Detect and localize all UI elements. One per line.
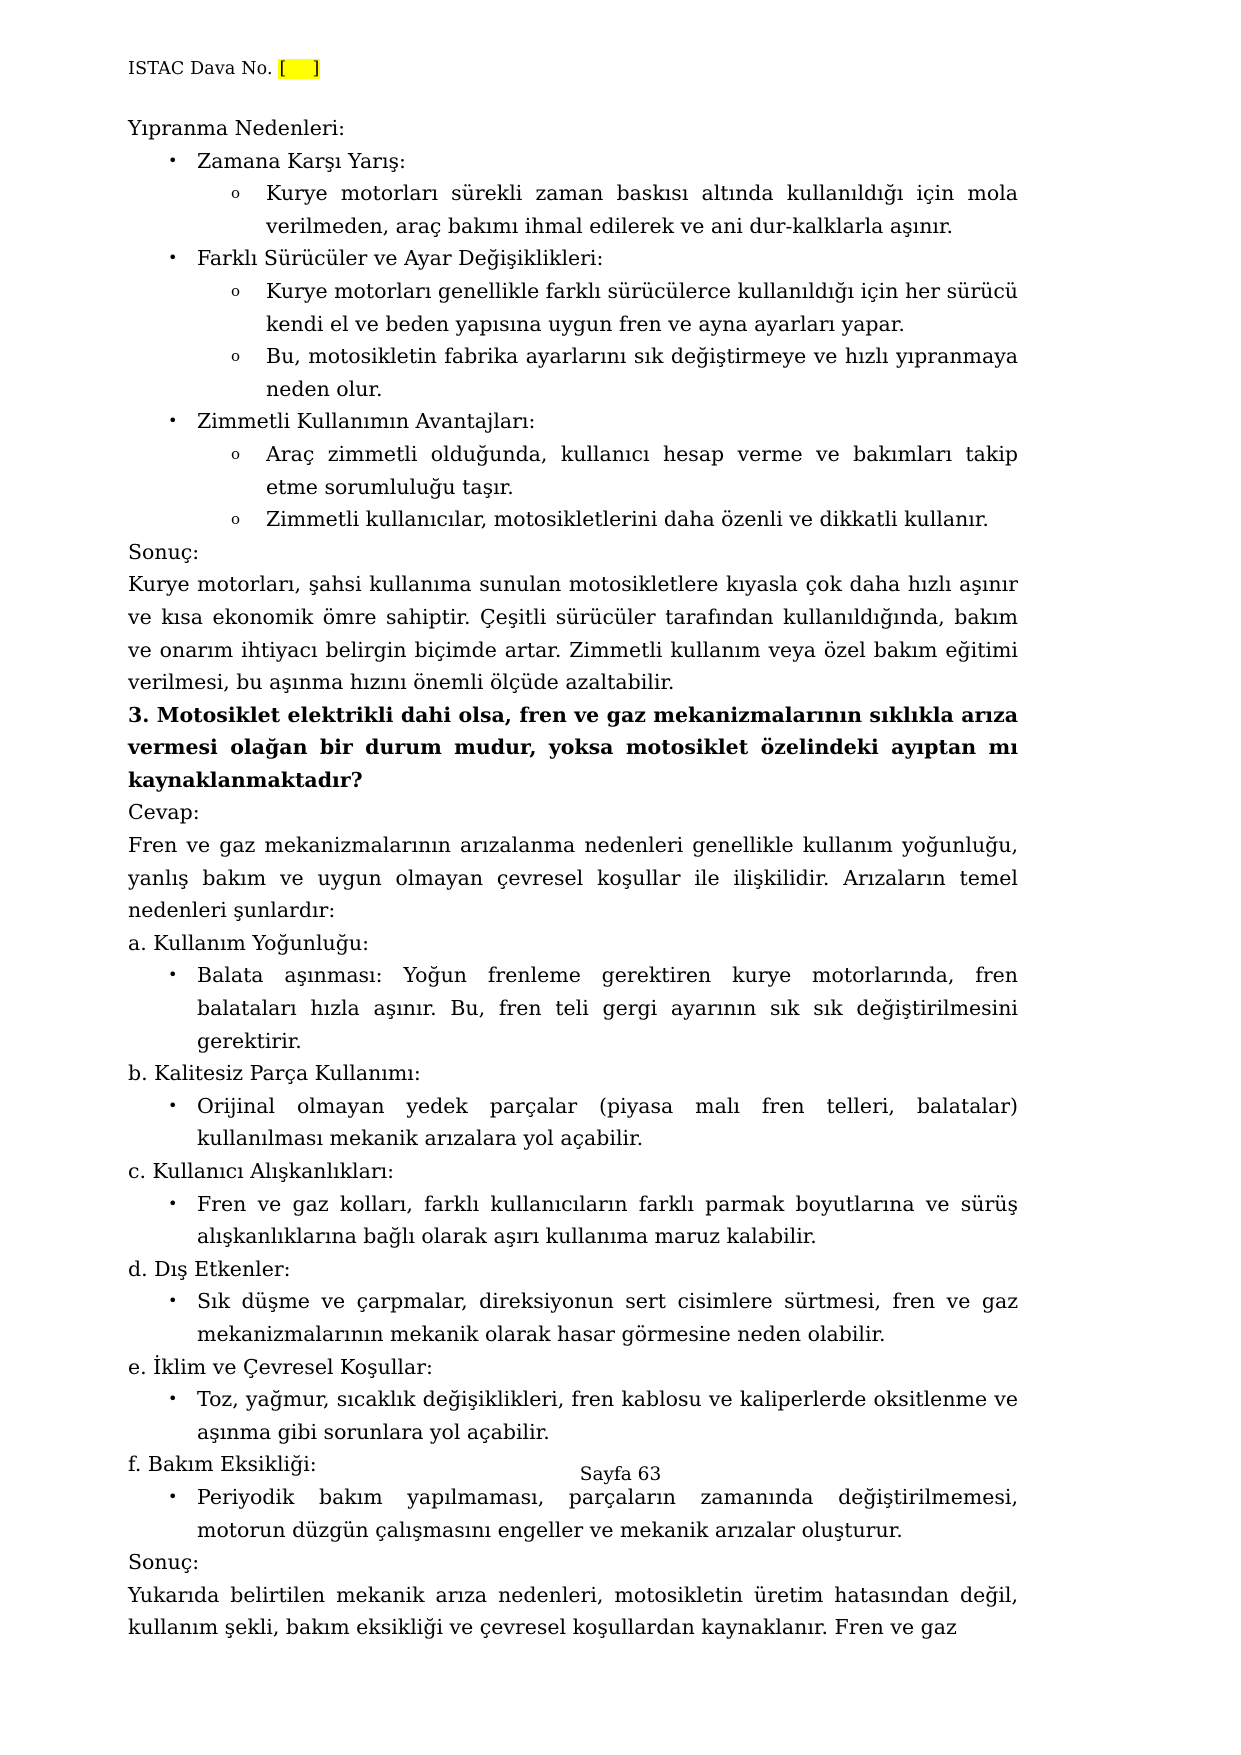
disc-bullet-icon: • [168,1486,178,1506]
list-item-text: Zimmetli kullanıcılar, motosikletlerini daha özenli ve dikkatli kullanır. [266,507,989,532]
circle-bullet-icon: o [231,347,241,366]
list-item [128,1481,1018,1546]
disc-bullet-icon: • [168,411,178,431]
list-item [197,177,1018,242]
list-item [128,959,1018,1057]
cause-heading-f: f. Bakım Eksikliği: [128,1452,317,1477]
document-header [128,56,1018,82]
list-item [128,1285,1018,1350]
list-item [197,275,1018,340]
cause-list-a [128,959,1018,1057]
list-item-text: Sık düşme ve çarpmalar, direksiyonun sert cisimlere sürtmesi, fren ve gaz mekanizmalarının mekanik olarak hasar görmesine neden olabilir. [197,1289,1018,1346]
circle-bullet-icon: o [231,444,241,463]
bracket-close: ] [312,59,320,79]
page-number: Sayfa 63 [579,1464,662,1485]
circle-bullet-icon: o [231,281,241,300]
list-item-text: Balata aşınması: Yoğun frenleme gerektiren kurye motorlarında, fren balataları hızla aşınır. Bu, fren teli gergi ayarının sık sık değiştirilmesini gerektirir. [197,963,1018,1053]
cause-list-b [128,1090,1018,1155]
cause-heading-c: c. Kullanıcı Alışkanlıkları: [128,1159,395,1183]
list-item [197,438,1018,503]
list-item-text: Orijinal olmayan yedek parçalar (piyasa malı fren telleri, balatalar) kullanılması mekanik arızalara yol açabilir. [197,1093,1018,1151]
list-item [128,1188,1018,1253]
disc-bullet-icon: • [168,1095,178,1115]
disc-bullet-icon: • [168,248,178,268]
list-item [128,405,1018,535]
case-number-label: ISTAC Dava No. [128,59,273,79]
cause-heading-e: e. İklim ve Çevresel Koşullar: [128,1354,433,1379]
bracket-open: [ [279,59,287,79]
conclusion-1-heading: Sonuç: [128,539,200,564]
list-item [128,242,1018,405]
sub-list [197,438,1018,536]
answer-intro-paragraph: Fren ve gaz mekanizmalarının arızalanma nedenleri genellikle kullanım yoğunluğu, yanlış bakım ve uygun olmayan çevresel koşullar ile ilişkilidir. Arızaların temel nedenleri şunlardır: [128,833,1018,923]
cause-heading-d: d. Dış Etkenler: [128,1256,291,1281]
cause-list-f [128,1481,1018,1546]
question-3-heading: 3. Motosiklet elektrikli dahi olsa, fren ve gaz mekanizmalarının sıklıkla arıza vermesi olağan bir durum mudur, yoksa motosiklet özelindeki ayıptan mı kaynaklanmaktadır? [128,702,1018,792]
circle-bullet-icon: o [231,510,241,529]
list-item [128,1383,1018,1448]
conclusion-1-paragraph: Kurye motorları, şahsi kullanıma sunulan motosikletlere kıyasla çok daha hızlı aşınır ve kısa ekonomik ömre sahiptir. Çeşitli sürücüler tarafından kullanıldığında, bakım ve onarım ihtiyacı belirgin biçimde artar. Zimmetli kullanım veya özel bakım eğitimi verilmesi, bu aşınma hızını önemli ölçüde azaltabilir. [128,572,1018,695]
list-item-text: Kurye motorları genellikle farklı sürücülerce kullanıldığı için her sürücü kendi el ve beden yapısına uygun fren ve ayna ayarları yapar. [266,278,1019,336]
sub-list [197,177,1018,242]
sub-list [197,275,1018,405]
disc-bullet-icon: • [168,1291,178,1311]
list-item-label: Farklı Sürücüler ve Ayar Değişiklikleri: [197,246,604,271]
list-item [128,145,1018,243]
list-item-text: Bu, motosikletin fabrika ayarlarını sık değiştirmeye ve hızlı yıpranmaya neden olur. [266,344,1018,401]
list-item-text: Kurye motorları sürekli zaman baskısı altında kullanıldığı için mola verilmeden, araç bakımı ihmal edilerek ve ani dur-kalklarla aşınır. [266,181,1018,238]
list-item-label: Zimmetli Kullanımın Avantajları: [197,409,536,434]
disc-bullet-icon: • [168,965,178,985]
wear-causes-heading: Yıpranma Nedenleri: [128,116,346,140]
list-item-label: Zamana Karşı Yarış: [197,148,406,173]
cause-heading-b: b. Kalitesiz Parça Kullanımı: [128,1061,421,1086]
case-number-placeholder[interactable] [278,59,320,79]
list-item-text: Fren ve gaz kolları, farklı kullanıcıların farklı parmak boyutlarına ve sürüş alışkanlıklarına bağlı olarak aşırı kullanıma maruz kalabilir. [197,1191,1018,1249]
list-item [128,1090,1018,1155]
cause-list-d [128,1285,1018,1350]
list-item-text: Periyodik bakım yapılmaması, parçaların zamanında değiştirilmemesi, motorun düzgün çalışmasını engeller ve mekanik arızalar oluşturur. [197,1484,1018,1542]
conclusion-2-paragraph: Yukarıda belirtilen mekanik arıza nedenleri, motosikletin üretim hatasından değil, kullanım şekli, bakım eksikliği ve çevresel koşullardan kaynaklanır. Fren ve gaz [128,1582,1018,1640]
list-item [197,503,1018,536]
page-content [128,56,1018,1644]
conclusion-2-heading: Sonuç: [128,1550,200,1575]
cause-list-c [128,1188,1018,1253]
cause-list-e [128,1383,1018,1448]
disc-bullet-icon: • [168,1389,178,1409]
disc-bullet-icon: • [168,1193,178,1213]
answer-heading: Cevap: [128,800,200,825]
wear-causes-list [128,145,1018,536]
disc-bullet-icon: • [168,150,178,170]
list-item-text: Toz, yağmur, sıcaklık değişiklikleri, fren kablosu ve kaliperlerde oksitlenme ve aşınma gibi sorunlara yol açabilir. [197,1387,1018,1444]
cause-heading-a: a. Kullanım Yoğunluğu: [128,930,369,955]
circle-bullet-icon: o [231,184,241,203]
page-footer [0,1462,1241,1488]
list-item-text: Araç zimmetli olduğunda, kullanıcı hesap verme ve bakımları takip etme sorumluluğu taşır. [266,441,1018,499]
list-item [197,340,1018,405]
